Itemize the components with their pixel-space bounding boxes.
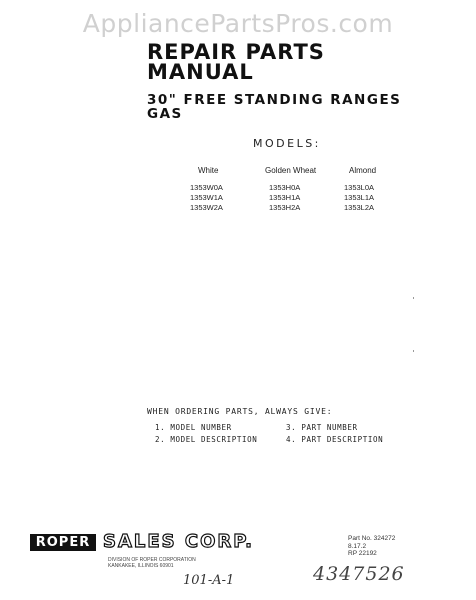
part-number-block: [348, 535, 395, 558]
scan-speck: [413, 350, 414, 352]
subtitle-line-2: GAS: [147, 106, 183, 122]
title-line-1: REPAIR PARTS: [147, 40, 325, 64]
ordering-item: 2. MODEL DESCRIPTION: [155, 435, 258, 444]
division-line-1: DIVISION OF ROPER CORPORATION: [108, 557, 196, 563]
model-number: 1353L0A: [344, 183, 375, 192]
title-line-2: MANUAL: [147, 60, 254, 84]
models-column-white: [190, 166, 223, 213]
column-header-almond: Almond: [349, 166, 377, 175]
model-number: 1353L2A: [344, 203, 375, 212]
rp-number: RP 22192: [348, 550, 377, 557]
manual-title: [147, 42, 325, 82]
sales-corp-logo: SALES CORP.: [103, 531, 254, 552]
ordering-item: 4. PART DESCRIPTION: [286, 435, 384, 444]
model-number: 1353H2A: [269, 203, 301, 212]
part-number: Part No. 324272: [348, 535, 396, 542]
roper-logo: ROPER: [30, 534, 96, 551]
watermark: AppliancePartsPros.com: [82, 9, 394, 38]
ordering-heading: WHEN ORDERING PARTS, ALWAYS GIVE:: [147, 407, 333, 416]
model-number: 1353H1A: [269, 193, 301, 202]
models-heading: MODELS:: [253, 137, 321, 150]
model-number: 1353L1A: [344, 193, 375, 202]
model-number: 1353W1A: [190, 193, 223, 202]
column-header-white: White: [198, 166, 219, 175]
ordering-item: 3. PART NUMBER: [286, 423, 358, 432]
model-number: 1353W0A: [190, 183, 223, 192]
column-header-golden-wheat: Golden Wheat: [265, 166, 317, 175]
manual-subtitle: [147, 93, 401, 121]
ordering-item: 1. MODEL NUMBER: [155, 423, 232, 432]
print-date: 8.17.2: [348, 542, 367, 550]
handwritten-note-1: 101-A-1: [183, 573, 235, 588]
handwritten-note-2: 4347526: [313, 563, 405, 585]
models-column-golden-wheat: [265, 166, 316, 213]
division-text: [108, 557, 196, 569]
model-number: 1353H0A: [269, 183, 301, 192]
subtitle-line-1: 30" FREE STANDING RANGES: [147, 92, 402, 108]
model-number: 1353W2A: [190, 203, 223, 212]
models-column-almond: [344, 166, 376, 213]
scan-speck: [413, 297, 414, 299]
division-line-2: KANKAKEE, ILLINOIS 60901: [108, 563, 174, 569]
